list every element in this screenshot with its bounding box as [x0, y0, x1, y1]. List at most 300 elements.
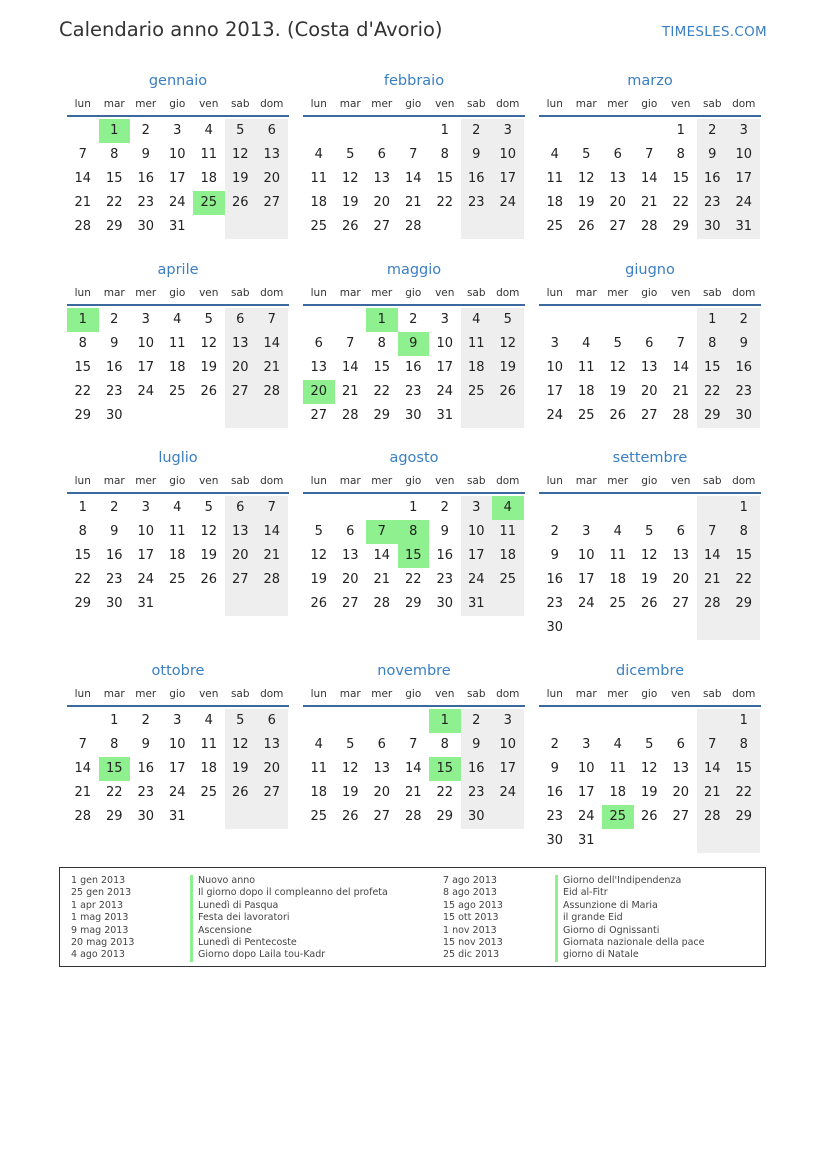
day-cell: 16	[404, 360, 422, 375]
weekday-label: dom	[732, 688, 756, 700]
empty-cell	[193, 592, 225, 616]
month-divider	[539, 492, 761, 494]
day-cell: 10	[168, 737, 186, 752]
day-cell: 5	[346, 147, 355, 162]
legend-date: 7 ago 2013	[443, 875, 497, 886]
day-cell: 7	[256, 496, 288, 520]
day-cell: 15	[429, 757, 461, 781]
day-cell: 6	[377, 147, 386, 162]
day-cell: 6	[377, 737, 386, 752]
day-cell: 24	[546, 408, 564, 423]
day-cell: 19	[225, 167, 257, 191]
day-cell: 15	[99, 757, 131, 781]
empty-cell	[665, 709, 697, 733]
day-cell: 25	[609, 596, 627, 611]
empty-cell	[665, 829, 697, 853]
day-cell: 11	[546, 171, 564, 186]
empty-cell	[665, 308, 697, 332]
day-cell: 9	[550, 761, 559, 776]
empty-cell	[335, 709, 367, 733]
day-cell: 2	[550, 737, 559, 752]
weekday-label: mar	[339, 287, 361, 299]
day-cell: 26	[341, 809, 359, 824]
day-cell: 16	[105, 548, 123, 563]
day-cell: 12	[225, 143, 257, 167]
day-cell: 17	[168, 171, 186, 186]
legend-holiday-name: Nuovo anno	[190, 875, 255, 888]
day-cell: 30	[436, 596, 454, 611]
day-cell: 17	[728, 167, 760, 191]
empty-cell	[335, 119, 367, 143]
empty-cell	[602, 616, 634, 640]
day-cell: 16	[137, 171, 155, 186]
day-cell: 1	[429, 709, 461, 733]
legend-holiday-name: Festa dei lavoratori	[190, 912, 290, 925]
day-cell: 12	[200, 524, 218, 539]
day-cell: 14	[640, 171, 658, 186]
day-cell: 23	[461, 191, 493, 215]
weekday-header	[303, 688, 525, 702]
weekday-label: lun	[546, 287, 563, 299]
day-cell: 20	[609, 195, 627, 210]
day-cell: 4	[173, 312, 182, 327]
day-cell: 8	[676, 147, 685, 162]
legend-holiday-name: Giorno di Ognissanti	[555, 925, 659, 938]
day-cell: 29	[728, 592, 760, 616]
empty-cell	[162, 592, 194, 616]
day-cell: 19	[200, 548, 218, 563]
day-cell: 20	[256, 167, 288, 191]
day-cell: 14	[341, 360, 359, 375]
day-cell: 16	[436, 548, 454, 563]
empty-cell	[634, 496, 666, 520]
day-cell: 9	[141, 737, 150, 752]
weekday-label: mer	[607, 287, 629, 299]
day-cell: 22	[728, 568, 760, 592]
day-cell: 6	[225, 496, 257, 520]
day-cell: 2	[440, 500, 449, 515]
day-cell: 21	[256, 544, 288, 568]
day-cell: 19	[200, 360, 218, 375]
day-cell: 26	[225, 191, 257, 215]
empty-cell	[634, 616, 666, 640]
day-cell: 15	[672, 171, 690, 186]
day-cell: 5	[204, 312, 213, 327]
day-cell: 13	[672, 548, 690, 563]
day-cell: 12	[341, 171, 359, 186]
day-cell: 24	[492, 191, 524, 215]
day-cell: 24	[168, 785, 186, 800]
day-cell: 16	[105, 360, 123, 375]
weekday-label: mer	[135, 287, 157, 299]
day-cell: 8	[78, 524, 87, 539]
empty-cell	[728, 616, 760, 640]
empty-cell	[130, 404, 162, 428]
day-cell: 6	[676, 524, 685, 539]
day-cell: 30	[137, 219, 155, 234]
day-cell: 11	[310, 171, 328, 186]
weekday-label: ven	[671, 475, 691, 487]
weekday-label: mer	[607, 98, 629, 110]
day-cell: 19	[492, 356, 524, 380]
weekday-header	[539, 688, 761, 702]
weekday-label: sab	[702, 475, 722, 487]
day-cell: 16	[461, 167, 493, 191]
weekday-label: sab	[230, 98, 250, 110]
empty-cell	[303, 496, 335, 520]
day-cell: 23	[546, 809, 564, 824]
weekday-label: dom	[732, 475, 756, 487]
day-cell: 14	[404, 171, 422, 186]
empty-cell	[193, 805, 225, 829]
empty-cell	[492, 404, 524, 428]
day-cell: 2	[461, 709, 493, 733]
legend-date: 8 ago 2013	[443, 887, 497, 899]
day-cell: 19	[640, 785, 658, 800]
weekday-label: ven	[435, 475, 455, 487]
weekday-label: sab	[230, 287, 250, 299]
day-cell: 19	[640, 572, 658, 587]
weekday-label: mer	[135, 688, 157, 700]
day-cell: 10	[436, 336, 454, 351]
empty-cell	[256, 404, 288, 428]
empty-cell	[366, 119, 398, 143]
legend-holiday-name: Assunzione di Maria	[555, 900, 658, 913]
day-cell: 16	[697, 167, 729, 191]
day-cell: 11	[168, 524, 186, 539]
day-cell: 15	[728, 544, 760, 568]
day-cell: 13	[256, 733, 288, 757]
day-cell: 4	[613, 737, 622, 752]
day-cell: 21	[404, 195, 422, 210]
day-cell: 29	[74, 408, 92, 423]
day-cell: 4	[613, 524, 622, 539]
day-cell: 20	[373, 195, 391, 210]
weekday-label: mer	[371, 287, 393, 299]
day-cell: 23	[137, 195, 155, 210]
month-divider	[67, 705, 289, 707]
day-cell: 9	[440, 524, 449, 539]
month-divider	[67, 304, 289, 306]
day-cell: 31	[577, 833, 595, 848]
day-cell: 26	[225, 781, 257, 805]
day-cell: 23	[105, 384, 123, 399]
day-cell: 25	[461, 380, 493, 404]
day-cell: 26	[577, 219, 595, 234]
day-cell: 14	[697, 757, 729, 781]
day-cell: 2	[141, 713, 150, 728]
month-divider	[303, 705, 525, 707]
month-divider	[303, 304, 525, 306]
month-name: agosto	[389, 450, 439, 466]
day-cell: 11	[577, 360, 595, 375]
empty-cell	[634, 308, 666, 332]
day-cell: 24	[137, 572, 155, 587]
day-cell: 25	[193, 191, 225, 215]
empty-cell	[634, 119, 666, 143]
weekday-label: gio	[405, 287, 422, 299]
weekday-label: sab	[466, 475, 486, 487]
day-cell: 23	[105, 572, 123, 587]
day-cell: 24	[137, 384, 155, 399]
day-cell: 20	[373, 785, 391, 800]
day-cell: 27	[609, 219, 627, 234]
day-cell: 19	[310, 572, 328, 587]
weekday-label: gio	[169, 287, 186, 299]
empty-cell	[602, 308, 634, 332]
day-cell: 13	[672, 761, 690, 776]
month-name: luglio	[158, 450, 198, 466]
day-cell: 20	[256, 757, 288, 781]
day-cell: 12	[492, 332, 524, 356]
day-cell: 5	[225, 709, 257, 733]
day-cell: 22	[105, 785, 123, 800]
day-cell: 11	[609, 761, 627, 776]
day-cell: 18	[609, 572, 627, 587]
holiday-legend	[59, 867, 766, 967]
day-cell: 3	[492, 709, 524, 733]
day-cell: 25	[310, 219, 328, 234]
weekday-label: mer	[371, 98, 393, 110]
page-title: Calendario anno 2013. (Costa d'Avorio)	[59, 18, 443, 41]
day-cell: 8	[440, 737, 449, 752]
day-cell: 22	[436, 195, 454, 210]
empty-cell	[571, 119, 603, 143]
day-cell: 5	[346, 737, 355, 752]
empty-cell	[335, 496, 367, 520]
weekday-label: ven	[199, 475, 219, 487]
day-cell: 6	[676, 737, 685, 752]
day-cell: 9	[550, 548, 559, 563]
day-cell: 29	[436, 809, 454, 824]
day-cell: 25	[492, 568, 524, 592]
day-cell: 21	[74, 785, 92, 800]
empty-cell	[398, 709, 430, 733]
empty-cell	[665, 616, 697, 640]
day-cell: 21	[697, 568, 729, 592]
empty-cell	[461, 215, 493, 239]
day-cell: 1	[366, 308, 398, 332]
day-cell: 6	[613, 147, 622, 162]
empty-cell	[492, 805, 524, 829]
day-cell: 18	[609, 785, 627, 800]
day-cell: 5	[225, 119, 257, 143]
day-cell: 20	[672, 785, 690, 800]
empty-cell	[256, 805, 288, 829]
site-link[interactable]: TIMESLES.COM	[661, 24, 767, 40]
weekday-label: gio	[641, 475, 658, 487]
empty-cell	[539, 709, 571, 733]
day-cell: 27	[672, 596, 690, 611]
empty-cell	[571, 308, 603, 332]
day-cell: 20	[225, 356, 257, 380]
weekday-label: lun	[310, 688, 327, 700]
day-cell: 24	[436, 384, 454, 399]
day-cell: 13	[609, 171, 627, 186]
day-cell: 26	[640, 596, 658, 611]
legend-date: 20 mag 2013	[71, 937, 135, 948]
day-cell: 21	[74, 195, 92, 210]
empty-cell	[492, 215, 524, 239]
day-cell: 18	[200, 171, 218, 186]
weekday-label: lun	[74, 475, 91, 487]
day-cell: 9	[461, 733, 493, 757]
day-cell: 31	[728, 215, 760, 239]
legend-date: 1 apr 2013	[71, 899, 124, 911]
day-cell: 10	[577, 761, 595, 776]
day-cell: 10	[492, 733, 524, 757]
day-cell: 17	[577, 572, 595, 587]
day-cell: 15	[74, 360, 92, 375]
empty-cell	[697, 616, 729, 640]
day-cell: 27	[310, 408, 328, 423]
day-cell: 28	[404, 219, 422, 234]
day-cell: 11	[609, 548, 627, 563]
day-cell: 28	[697, 805, 729, 829]
day-cell: 16	[546, 572, 564, 587]
day-cell: 21	[697, 781, 729, 805]
day-cell: 17	[137, 360, 155, 375]
day-cell: 26	[341, 219, 359, 234]
day-cell: 27	[256, 781, 288, 805]
weekday-label: mar	[339, 688, 361, 700]
empty-cell	[602, 119, 634, 143]
day-cell: 10	[546, 360, 564, 375]
day-cell: 12	[341, 761, 359, 776]
weekday-label: mer	[371, 475, 393, 487]
month-name: maggio	[386, 262, 442, 278]
weekday-label: mar	[575, 287, 597, 299]
day-cell: 4	[461, 308, 493, 332]
day-cell: 22	[728, 781, 760, 805]
month-divider	[539, 304, 761, 306]
day-cell: 22	[373, 384, 391, 399]
day-cell: 29	[74, 596, 92, 611]
empty-cell	[366, 709, 398, 733]
month-divider	[67, 492, 289, 494]
weekday-label: sab	[230, 475, 250, 487]
day-cell: 2	[461, 119, 493, 143]
day-cell: 24	[577, 809, 595, 824]
day-cell: 8	[728, 733, 760, 757]
day-cell: 9	[461, 143, 493, 167]
weekday-label: dom	[496, 287, 520, 299]
day-cell: 21	[640, 195, 658, 210]
weekday-label: ven	[435, 98, 455, 110]
legend-date: 9 mag 2013	[71, 924, 129, 936]
day-cell: 20	[672, 572, 690, 587]
day-cell: 21	[256, 356, 288, 380]
legend-holiday-name: Giornata nazionale della pace	[555, 937, 705, 950]
day-cell: 14	[74, 761, 92, 776]
day-cell: 15	[436, 171, 454, 186]
weekday-label: sab	[466, 688, 486, 700]
day-cell: 7	[676, 336, 685, 351]
day-cell: 28	[672, 408, 690, 423]
day-cell: 7	[346, 336, 355, 351]
day-cell: 17	[461, 544, 493, 568]
day-cell: 23	[546, 596, 564, 611]
month-name: dicembre	[615, 663, 685, 679]
day-cell: 27	[373, 809, 391, 824]
day-cell: 23	[728, 380, 760, 404]
weekday-label: sab	[702, 287, 722, 299]
empty-cell	[366, 496, 398, 520]
weekday-label: mer	[607, 688, 629, 700]
day-cell: 3	[492, 119, 524, 143]
empty-cell	[461, 404, 493, 428]
weekday-label: lun	[546, 98, 563, 110]
day-cell: 6	[256, 709, 288, 733]
day-cell: 12	[310, 548, 328, 563]
weekday-label: mar	[339, 98, 361, 110]
day-cell: 18	[577, 384, 595, 399]
day-cell: 3	[582, 524, 591, 539]
month-divider	[303, 115, 525, 117]
day-cell: 7	[645, 147, 654, 162]
day-cell: 18	[168, 548, 186, 563]
weekday-label: lun	[310, 475, 327, 487]
day-cell: 14	[672, 360, 690, 375]
empty-cell	[571, 496, 603, 520]
day-cell: 12	[577, 171, 595, 186]
month-divider	[67, 115, 289, 117]
day-cell: 26	[200, 384, 218, 399]
day-cell: 22	[404, 572, 422, 587]
day-cell: 12	[609, 360, 627, 375]
day-cell: 2	[110, 312, 119, 327]
day-cell: 13	[256, 143, 288, 167]
month-name: aprile	[157, 262, 199, 278]
month-name: gennaio	[148, 73, 208, 89]
day-cell: 2	[550, 524, 559, 539]
day-cell: 1	[67, 308, 99, 332]
day-cell: 30	[105, 408, 123, 423]
weekday-label: mar	[575, 688, 597, 700]
day-cell: 2	[728, 308, 760, 332]
weekday-label: mar	[103, 287, 125, 299]
legend-holiday-name: Il giorno dopo il compleanno del profeta	[190, 887, 388, 900]
weekday-header	[67, 688, 289, 702]
legend-date: 25 dic 2013	[443, 949, 500, 961]
day-cell: 31	[168, 219, 186, 234]
day-cell: 15	[105, 171, 123, 186]
empty-cell	[634, 709, 666, 733]
empty-cell	[335, 308, 367, 332]
day-cell: 23	[697, 191, 729, 215]
day-cell: 19	[225, 757, 257, 781]
day-cell: 13	[225, 332, 257, 356]
day-cell: 9	[697, 143, 729, 167]
weekday-label: dom	[260, 98, 284, 110]
day-cell: 20	[640, 384, 658, 399]
day-cell: 5	[645, 737, 654, 752]
day-cell: 1	[697, 308, 729, 332]
day-cell: 25	[310, 809, 328, 824]
month-divider	[303, 492, 525, 494]
day-cell: 21	[404, 785, 422, 800]
day-cell: 7	[256, 308, 288, 332]
day-cell: 31	[461, 592, 493, 616]
day-cell: 9	[728, 332, 760, 356]
legend-holiday-name: Giorno dopo Laila tou-Kadr	[190, 949, 325, 962]
weekday-label: dom	[260, 688, 284, 700]
day-cell: 11	[492, 520, 524, 544]
day-cell: 4	[550, 147, 559, 162]
day-cell: 19	[577, 195, 595, 210]
day-cell: 14	[697, 544, 729, 568]
day-cell: 30	[461, 805, 493, 829]
